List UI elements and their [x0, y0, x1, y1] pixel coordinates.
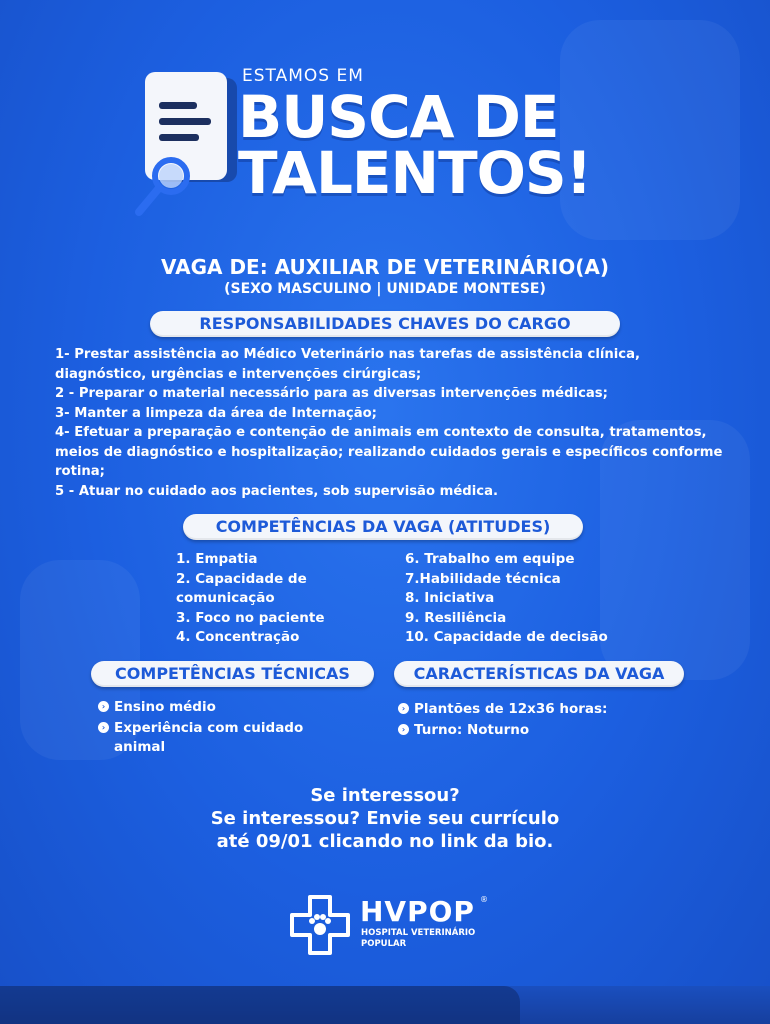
list-item-label: Ensino médio [114, 699, 216, 715]
cta-line: Se interessou? [310, 785, 460, 806]
responsibilities-heading: RESPONSABILIDADES CHAVES DO CARGO [150, 311, 620, 337]
logo-subtitle-line: POPULAR [361, 939, 407, 949]
headline-line2: TALENTOS! [238, 139, 592, 207]
chevron-right-icon: › [398, 724, 409, 735]
list-item: 3. Foco no paciente [176, 609, 325, 626]
job-characteristics-list [398, 700, 658, 742]
logo-subtitle [361, 928, 501, 950]
logo-subtitle-line: HOSPITAL VETERINÁRIO [361, 928, 476, 938]
list-item: 4- Efetuar a preparação e contenção de animais em contexto de consulta, tratamentos, meios de diagnóstico e hospitalização; realizando cuidados gerais e específicos conforme rotina; [55, 425, 723, 479]
chevron-right-icon: › [98, 722, 109, 733]
list-item: 1. Empatia [176, 551, 258, 567]
responsibilities-list [55, 345, 725, 501]
list-item: 1- Prestar assistência ao Médico Veterinário nas tarefas de assistência clínica, diagnóstico, urgências e intervenções cirúrgicas; [55, 347, 640, 382]
list-item [398, 721, 658, 740]
list-item: 8. Iniciativa [405, 590, 495, 606]
competencies-left-column [176, 550, 376, 648]
technical-competencies-heading: COMPETÊNCIAS TÉCNICAS [91, 661, 374, 687]
medical-cross-paw-icon [288, 893, 352, 957]
list-item: 2 - Preparar o material necessário para as diversas intervenções médicas; [55, 386, 608, 401]
list-item: 7.Habilidade técnica [405, 570, 561, 587]
list-item [98, 698, 338, 717]
list-item: 6. Trabalho em equipe [405, 551, 575, 567]
call-to-action [0, 784, 770, 853]
header-kicker: ESTAMOS EM [242, 66, 364, 86]
list-item-label: Turno: Noturno [414, 722, 530, 738]
cta-line: até 09/01 clicando no link da bio. [216, 831, 554, 852]
bottom-bar [0, 986, 770, 1024]
list-item: 2. Capacidade de comunicação [176, 570, 307, 606]
list-item: 9. Resiliência [405, 609, 507, 626]
list-item: 4. Concentração [176, 629, 300, 645]
list-item-label: Experiência com cuidado animal [114, 720, 304, 755]
cta-line: Se interessou? Envie seu currículo [210, 808, 560, 829]
job-title: VAGA DE: AUXILIAR DE VETERINÁRIO(A) [160, 255, 609, 279]
chevron-right-icon: › [98, 701, 109, 712]
job-characteristics-heading: CARACTERÍSTICAS DA VAGA [394, 661, 684, 687]
list-item: 10. Capacidade de decisão [405, 629, 608, 645]
list-item [98, 719, 338, 757]
registered-mark: ® [480, 895, 488, 904]
hvpop-logo [288, 893, 548, 963]
technical-competencies-list [98, 698, 338, 759]
document-search-icon [135, 72, 245, 222]
list-item [398, 700, 658, 719]
logo-name: HVPOP [360, 895, 475, 928]
chevron-right-icon: › [398, 703, 409, 714]
competencies-right-column [405, 550, 645, 648]
list-item-label: Plantões de 12x36 horas: [414, 701, 608, 717]
headline-line1: BUSCA DE [238, 83, 559, 151]
background-shape [560, 20, 740, 240]
job-subtitle: (SEXO MASCULINO | UNIDADE MONTESE) [224, 281, 546, 297]
list-item: 5 - Atuar no cuidado aos pacientes, sob supervisão médica. [55, 483, 498, 499]
competencies-heading: COMPETÊNCIAS DA VAGA (ATITUDES) [183, 514, 583, 540]
list-item: 3- Manter a limpeza da área de Internação; [55, 405, 377, 421]
